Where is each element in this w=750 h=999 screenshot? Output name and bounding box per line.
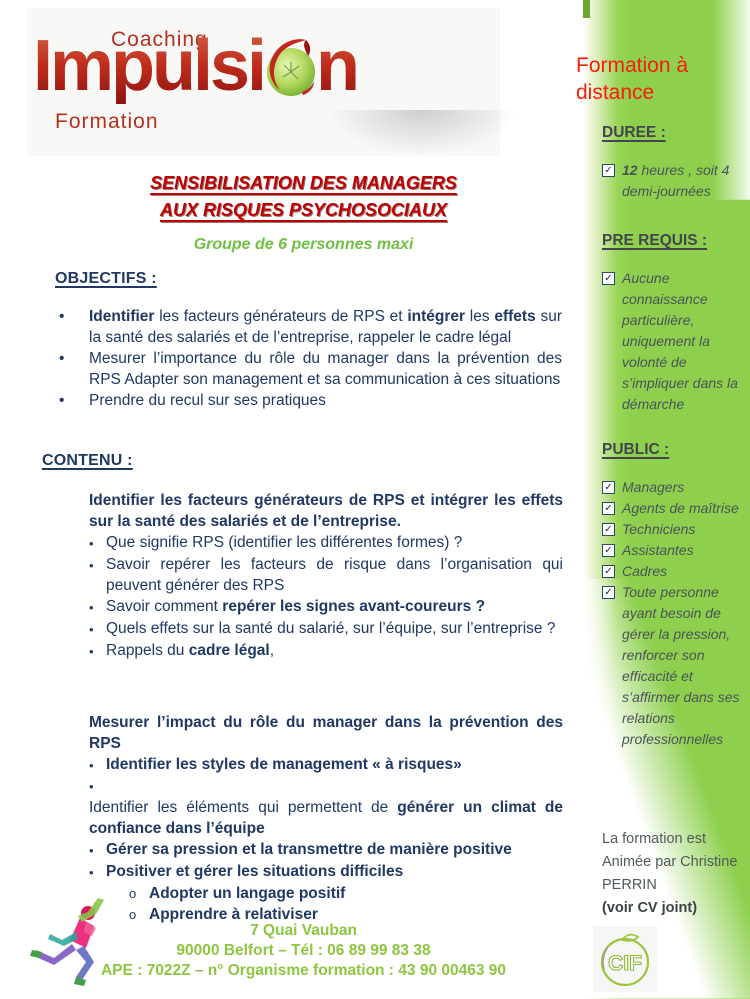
checklist-item: ✓ Cadres: [602, 561, 744, 582]
sidebar-sections: [602, 124, 744, 750]
contenu-bullet: • Quels effets sur la santé du salarié, sur l’équipe, sur l’entreprise ?: [89, 618, 563, 640]
checkbox-checked-icon: [602, 523, 615, 536]
footer-city-phone: 90000 Belfort – Tél : 06 89 99 83 38: [176, 942, 431, 959]
public-section: [602, 441, 744, 750]
manager-impact-subbullet: o Adopter un langage positif: [89, 883, 563, 904]
manager-impact-bullet: • Identifier les éléments qui permettent de générer un climat de confiance dans l’équipe: [89, 776, 563, 839]
contenu-bullet: • Que signifie RPS (identifier les différentes formes) ?: [89, 532, 563, 554]
animator-text: La formation est Animée par Christine PERRIN: [602, 831, 738, 893]
group-size-note: Groupe de 6 personnes maxi: [193, 236, 414, 253]
manager-impact-block: [89, 712, 563, 925]
prerequis-heading: PRE REQUIS :: [602, 232, 708, 249]
page-title: [42, 170, 565, 224]
manager-impact-subbullet: o Apprendre à relativiser: [89, 904, 563, 925]
contenu-bullet: • Savoir repérer les facteurs de risque dans l’organisation qui peuvent générer des RPS: [89, 554, 563, 596]
sidebar-top-sliver: [583, 0, 590, 18]
title-line-1: SENSIBILISATION DES MANAGERS: [150, 173, 457, 193]
checkbox-checked-icon: [602, 565, 615, 578]
logo-wordmark: [33, 26, 358, 106]
footer-contact: [42, 921, 565, 981]
contenu-bullet-list: [89, 532, 563, 662]
apple-icon: [262, 34, 320, 104]
animator-cv-note: (voir CV joint): [602, 900, 698, 916]
manager-impact-bullet: • Identifier les styles de management « à risques»: [89, 754, 563, 776]
logo-zone: [27, 8, 500, 156]
prerequis-items: [602, 268, 744, 415]
logo-main-right: n: [316, 26, 358, 106]
checkbox-checked-icon: [602, 502, 615, 515]
checkbox-checked-icon: [602, 272, 615, 285]
distance-learning-tagline: Formation à distance: [576, 54, 689, 104]
manager-impact-bullet: • Gérer sa pression et la transmettre de manière positive: [89, 839, 563, 861]
public-items: [602, 477, 744, 750]
objectifs-list: [55, 306, 562, 411]
cif-logo: [593, 926, 657, 992]
objectifs-item: • Identifier les facteurs générateurs de RPS et intégrer les effets sur la santé des salariés et de l’entreprise, rappeler le cadre légal: [55, 306, 562, 348]
cif-letters: CIF: [608, 952, 642, 975]
contenu-intro: Identifier les facteurs générateurs de RPS et intégrer les effets sur la santé des salariés et de l’entreprise.: [89, 492, 563, 530]
contenu-heading: CONTENU :: [42, 452, 133, 469]
duree-section: [602, 124, 744, 202]
checklist-item: ✓ Managers: [602, 477, 744, 498]
checklist-item: ✓ 12 heures , soit 4 demi-journées: [602, 160, 744, 202]
contenu-block: [89, 490, 563, 662]
public-heading: PUBLIC :: [602, 441, 670, 458]
checkbox-checked-icon: [602, 544, 615, 557]
duree-heading: DUREE :: [602, 124, 666, 141]
checklist-item: ✓ Techniciens: [602, 519, 744, 540]
manager-impact-subbullets: [89, 883, 563, 925]
manager-impact-bullets: [89, 754, 563, 883]
logo-formation-text: Formation: [55, 110, 159, 133]
checkbox-checked-icon: [602, 481, 615, 494]
checklist-item: ✓ Aucune connaissance particulière, uniquement la volonté de s’impliquer dans la démarche: [602, 268, 744, 415]
contenu-bullet: • Savoir comment repérer les signes avant-coureurs ?: [89, 596, 563, 618]
objectifs-item: • Prendre du recul sur ses pratiques: [55, 390, 562, 411]
duree-items: [602, 160, 744, 202]
footer-ape: APE : 7022Z – n° Organisme formation : 43 90 00463 90: [100, 962, 507, 979]
footer-address: 7 Quai Vauban: [250, 922, 357, 939]
manager-impact-para: Mesurer l’impact du rôle du manager dans la prévention des RPS: [89, 714, 563, 752]
prerequis-section: [602, 232, 744, 415]
logo-main-left: Impulsi: [33, 26, 265, 106]
manager-impact-bullet: • Positiver et gérer les situations difficiles: [89, 861, 563, 883]
sidebar: [576, 0, 750, 999]
animator-note: [602, 828, 742, 920]
title-line-2: AUX RISQUES PSYCHOSOCIAUX: [159, 200, 448, 220]
checklist-item: ✓ Assistantes: [602, 540, 744, 561]
checkbox-checked-icon: [602, 164, 615, 177]
objectifs-item: • Mesurer l’importance du rôle du manager dans la prévention des RPS Adapter son management et sa communication à ces situations: [55, 348, 562, 390]
checklist-item: ✓ Agents de maîtrise: [602, 498, 744, 519]
objectifs-heading: OBJECTIFS :: [55, 270, 157, 287]
checklist-item: ✓ Toute personne ayant besoin de gérer la pression, renforcer son efficacité et s’affirmer dans ses relations professionnelles: [602, 582, 744, 750]
logo-reflection: [327, 110, 517, 156]
checkbox-checked-icon: [602, 586, 615, 599]
contenu-bullet: • Rappels du cadre légal,: [89, 640, 563, 662]
